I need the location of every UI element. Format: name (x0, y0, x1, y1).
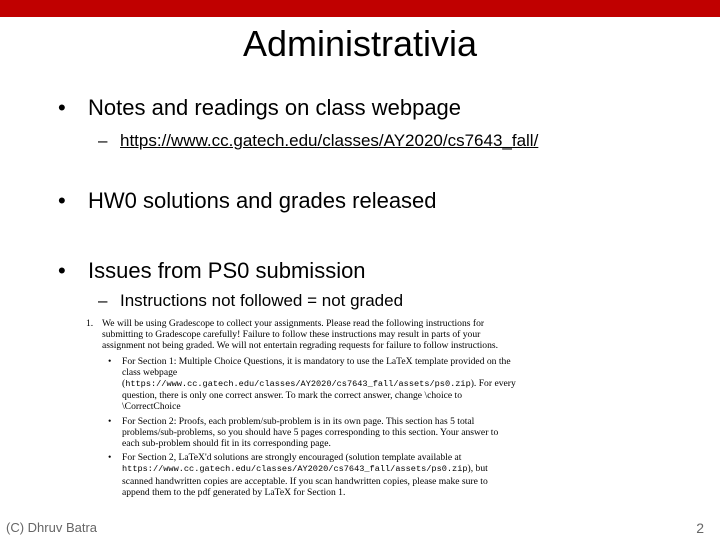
class-webpage-link[interactable]: https://www.cc.gatech.edu/classes/AY2020/cs7643_fall/ (120, 131, 539, 150)
bullet-text: Issues from PS0 submission (88, 258, 366, 283)
list-item: • For Section 2: Proofs, each problem/sub-problem is in its own page. This section has 5 total problems/sub-problems, so you should have 5 pages corresponding to this section. Your answer to each sub-problem should fit in its corresponding page. (108, 415, 499, 450)
top-accent-bar (0, 0, 720, 17)
list-item: • For Section 2, LaTeX'd solutions are strongly encouraged (solution template available at https://www.cc.gatech.edu/classes/AY2020/cs7643_fall/assets/ps0.zip), but scanned handwritten copies are acceptable. If you scan handwritten copies, please make sure to append them to the pdf generated by LaTeX for Section 1. (108, 452, 488, 498)
page-number: 2 (696, 520, 704, 536)
footer-author: (C) Dhruv Batra (6, 520, 98, 535)
bullet-icon: • (108, 452, 112, 464)
bullet-ps0 (58, 258, 366, 284)
bullet-icon: • (108, 355, 112, 367)
instructions-screenshot (86, 318, 516, 520)
dash-icon: – (98, 291, 108, 310)
bullet-icon: • (58, 188, 66, 213)
bullet-text: HW0 solutions and grades released (88, 188, 437, 213)
sub-bullet-text: Instructions not followed = not graded (120, 291, 404, 310)
item-number: 1. (86, 318, 94, 329)
instructions-intro: We will be using Gradescope to collect your assignments. Please read the following instructions for submitting to Gradescope carefully! Failure to follow these instructions may result in parts of your assignment not being graded. We will not entertain regrading requests for failure to follow instructions. (102, 318, 499, 352)
bullet-hw0 (58, 188, 437, 214)
dash-icon: – (98, 131, 108, 150)
bullet-icon: • (58, 95, 66, 120)
bullet-text: Notes and readings on class webpage (88, 95, 462, 120)
instructions-list (108, 356, 516, 498)
slide-title: Administrativia (242, 23, 478, 64)
template-url: https://www.cc.gatech.edu/classes/AY2020/cs7643_fall/assets/ps0.zip (125, 379, 471, 390)
template-url: https://www.cc.gatech.edu/classes/AY2020/cs7643_fall/assets/ps0.zip (122, 464, 468, 475)
bullet-icon: • (108, 415, 112, 427)
sub-bullet-link (98, 130, 538, 152)
sub-bullet-instructions (98, 290, 403, 312)
bullet-notes (58, 95, 461, 121)
bullet-icon: • (58, 258, 66, 283)
list-item: • For Section 1: Multiple Choice Questions, it is mandatory to use the LaTeX template provided on the class webpage (https://www.cc.gatech.edu/classes/AY2020/cs7643_fall/assets/ps0.zip). For every question, there is only one correct answer. To mark the correct answer, change \choice to \CorrectChoice (108, 355, 516, 413)
